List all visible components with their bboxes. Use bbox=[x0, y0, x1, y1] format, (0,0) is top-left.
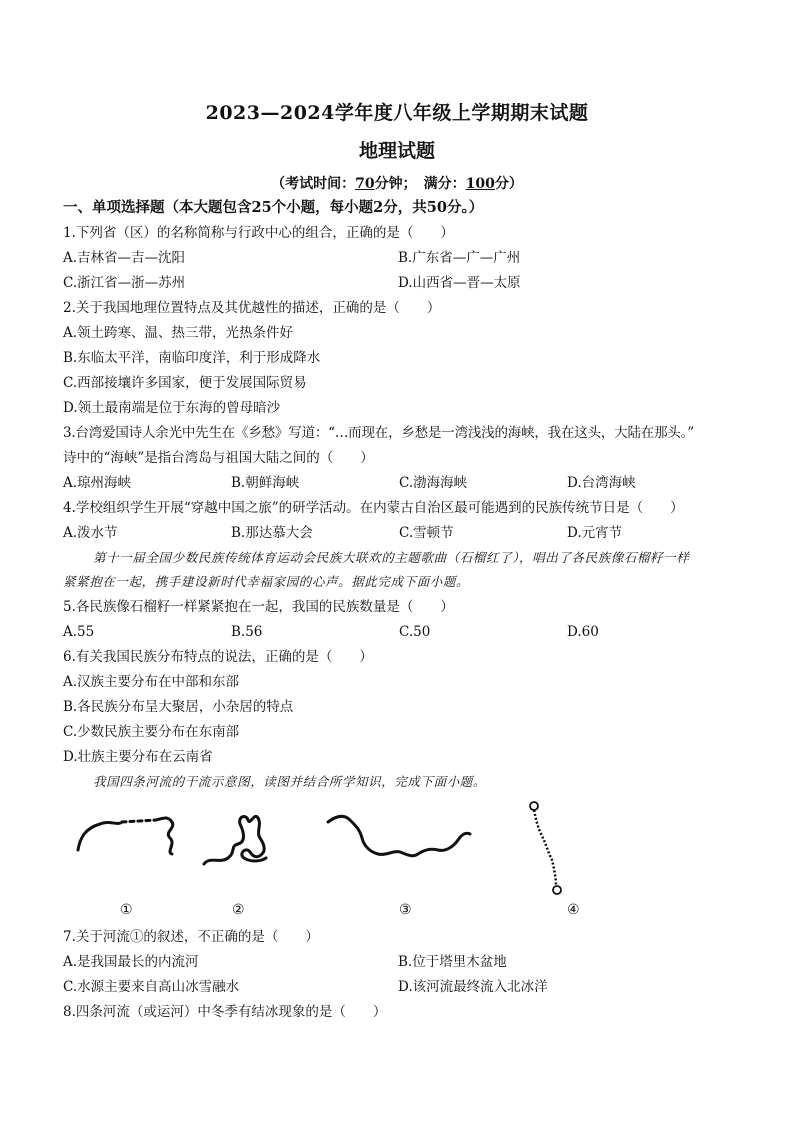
exam-title: 2023—2024学年度八年级上学期期末试题 bbox=[205, 102, 589, 124]
q7-option-c: C.水源主要来自高山冰雪融水 bbox=[63, 979, 240, 995]
q7-option-d: D.该河流最终流入北冰洋 bbox=[398, 979, 548, 995]
question-1-stem: 1.下列省（区）的名称简称与行政中心的组合，正确的是（ ） bbox=[63, 225, 454, 241]
question-3-stem-cont: 诗中的“海峡”是指台湾岛与祖国大陆之间的（ ） bbox=[63, 450, 374, 466]
exam-info: （考试时间：70分钟； 满分：100分） bbox=[271, 176, 523, 192]
q2-option-c: C.西部接壤许多国家，便于发展国际贸易 bbox=[63, 375, 307, 391]
q1-option-c: C.浙江省—浙—苏州 bbox=[63, 275, 186, 291]
q2-option-b: B.东临太平洋，南临印度洋，利于形成降水 bbox=[63, 350, 321, 366]
q5-option-b: B.56 bbox=[231, 624, 263, 640]
q3-option-b: B.朝鲜海峡 bbox=[231, 475, 300, 491]
q1-option-a: A.吉林省—吉—沈阳 bbox=[63, 250, 186, 266]
q7-option-a: A.是我国最长的内流河 bbox=[63, 954, 199, 970]
river-1-dashed bbox=[122, 820, 156, 822]
q2-option-a: A.领土跨寒、温、热三带，光热条件好 bbox=[63, 325, 294, 341]
material-intro-2: 我国四条河流的干流示意图，读图并结合所学知识，完成下面小题。 bbox=[93, 774, 487, 789]
question-7-stem: 7.关于河流①的叙述，不正确的是（ ） bbox=[63, 929, 319, 945]
q5-option-d: D.60 bbox=[567, 624, 599, 640]
river-3-label: ③ bbox=[399, 902, 412, 918]
q6-option-b: B.各民族分布呈大聚居，小杂居的特点 bbox=[63, 699, 294, 715]
river-1-shape-end bbox=[156, 818, 173, 854]
q4-option-a: A.泼水节 bbox=[63, 525, 118, 541]
exam-subject: 地理试题 bbox=[358, 140, 435, 162]
section-heading: 一、单项选择题（本大题包含25个小题，每小题2分，共50分。） bbox=[63, 199, 484, 216]
material-intro-1: 第十一届全国少数民族传统体育运动会民族大联欢的主题歌曲（石榴红了），唱出了各民族像石榴籽一样 bbox=[93, 550, 690, 565]
q4-option-d: D.元宵节 bbox=[567, 525, 623, 541]
q6-option-d: D.壮族主要分布在云南省 bbox=[63, 749, 213, 765]
q6-option-a: A.汉族主要分布在中部和东部 bbox=[63, 674, 240, 690]
river-4-shape bbox=[530, 802, 561, 894]
river-1-shape bbox=[78, 822, 122, 850]
q1-option-d: D.山西省—晋—太原 bbox=[398, 275, 521, 291]
q2-option-d: D.领土最南端是位于东海的曾母暗沙 bbox=[63, 400, 281, 416]
exam-time: 70 bbox=[355, 176, 375, 192]
q6-option-c: C.少数民族主要分布在东南部 bbox=[63, 724, 240, 740]
q3-option-c: C.渤海海峡 bbox=[399, 475, 468, 491]
q5-option-a: A.55 bbox=[63, 624, 95, 640]
exam-score: 100 bbox=[465, 176, 495, 192]
question-5-stem: 5.各民族像石榴籽一样紧紧抱在一起，我国的民族数量是（ ） bbox=[63, 599, 454, 615]
river-1-label: ① bbox=[120, 902, 133, 918]
q3-option-a: A.琼州海峡 bbox=[63, 475, 132, 491]
question-4-stem: 4.学校组织学生开展“穿越中国之旅”的研学活动。在内蒙古自治区最可能遇到的民族传统节日是（ ） bbox=[63, 500, 684, 516]
rivers-diagram bbox=[60, 792, 720, 922]
question-3-stem: 3.台湾爱国诗人余光中先生在《乡愁》写道：“…而现在，乡愁是一湾浅浅的海峡，我在这头，大陆在那头。” bbox=[63, 425, 694, 441]
q7-option-b: B.位于塔里木盆地 bbox=[398, 954, 507, 970]
river-3-shape bbox=[328, 816, 470, 855]
question-2-stem: 2.关于我国地理位置特点及其优越性的描述，正确的是（ ） bbox=[63, 300, 441, 316]
river-2-label: ② bbox=[232, 902, 245, 918]
q5-option-c: C.50 bbox=[399, 624, 431, 640]
q4-option-b: B.那达慕大会 bbox=[231, 525, 313, 541]
q3-option-d: D.台湾海峡 bbox=[567, 475, 636, 491]
river-2-shape bbox=[204, 816, 266, 864]
material-intro-1-cont: 紧紧抱在一起，携手建设新时代幸福家园的心声。据此完成下面小题。 bbox=[63, 574, 470, 589]
question-6-stem: 6.有关我国民族分布特点的说法，正确的是（ ） bbox=[63, 649, 373, 665]
q4-option-c: C.雪顿节 bbox=[399, 525, 454, 541]
question-8-stem: 8.四条河流（或运河）中冬季有结冰现象的是（ ） bbox=[63, 1004, 387, 1020]
river-4-label: ④ bbox=[567, 902, 580, 918]
q1-option-b: B.广东省—广—广州 bbox=[398, 250, 521, 266]
